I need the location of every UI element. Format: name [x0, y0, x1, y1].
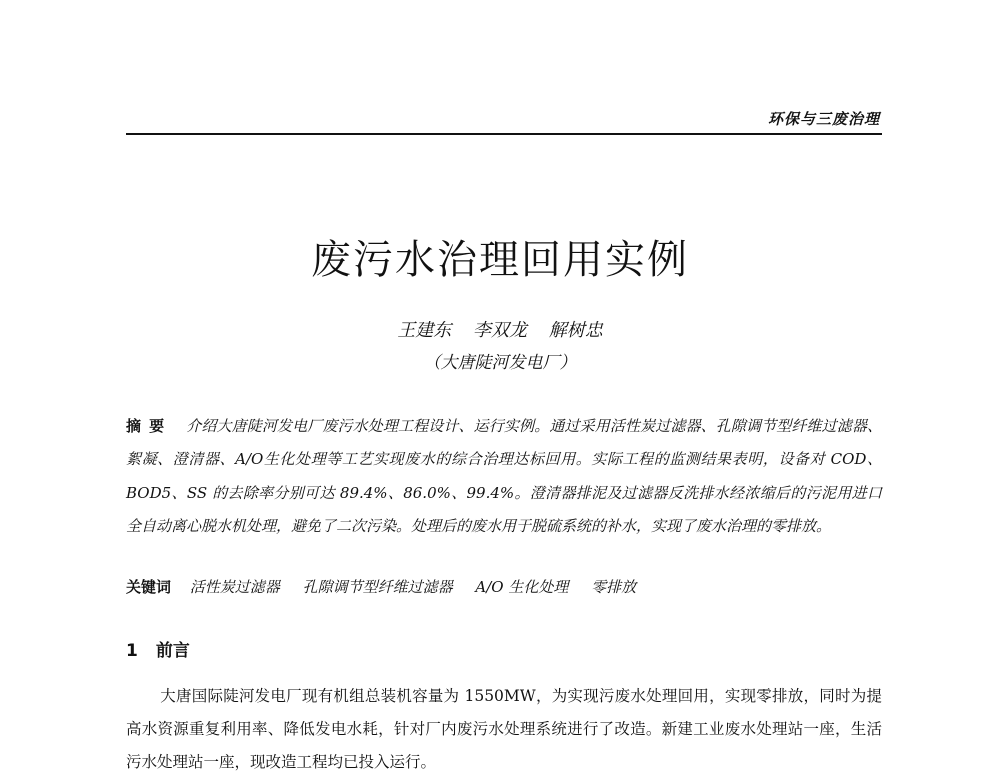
author-name: 李双龙: [473, 320, 527, 341]
keyword-item: 活性炭过滤器: [189, 578, 280, 596]
section-title: 前言: [155, 641, 190, 661]
keyword-item: 孔隙调节型纤维过滤器: [302, 578, 453, 596]
header-section-label: 环保与三废治理: [767, 110, 880, 128]
keywords: [126, 571, 882, 604]
abstract: [126, 410, 882, 543]
body-paragraph: [126, 680, 882, 779]
keyword-item: A/O 生化处理: [475, 578, 569, 596]
section-heading: [126, 636, 190, 661]
paragraph-text: 大唐国际陡河发电厂现有机组总装机容量为 1550MW，为实现污废水处理回用，实现零排放，同时为提高水资源重复利用率、降低发电水耗，针对厂内废污水处理系统进行了改造。新建工业废水处理站一座，生活污水处理站一座，现改造工程均已投入运行。: [126, 687, 882, 771]
abstract-text: 介绍大唐陡河发电厂废污水处理工程设计、运行实例。通过采用活性炭过滤器、孔隙调节型纤维过滤器、絮凝、澄清器、A/O生化处理等工艺实现废水的综合治理达标回用。实际工程的监测结果表明，设备对 COD、BOD5、SS 的去除率分别可达 89.4%、86.0%、99.4%。澄清器排泥及过滤器反洗排水经浓缩后的污泥用进口全自动离心脱水机处理，避免了二次污染。处理后的废水用于脱硫系统的补水，实现了废水治理的零排放。: [126, 417, 882, 535]
author-affiliation: （大唐陡河发电厂）: [423, 353, 577, 373]
author-list: [0, 316, 1000, 342]
paper-title: 废污水治理回用实例: [311, 237, 689, 283]
keywords-label: 关键词: [126, 578, 172, 596]
header-rule: [126, 133, 882, 135]
author-name: 王建东: [397, 320, 452, 341]
keyword-item: 零排放: [591, 578, 637, 596]
abstract-label: 摘要: [126, 417, 173, 435]
author-name: 解树忠: [548, 320, 603, 341]
section-number: 1: [126, 641, 138, 661]
